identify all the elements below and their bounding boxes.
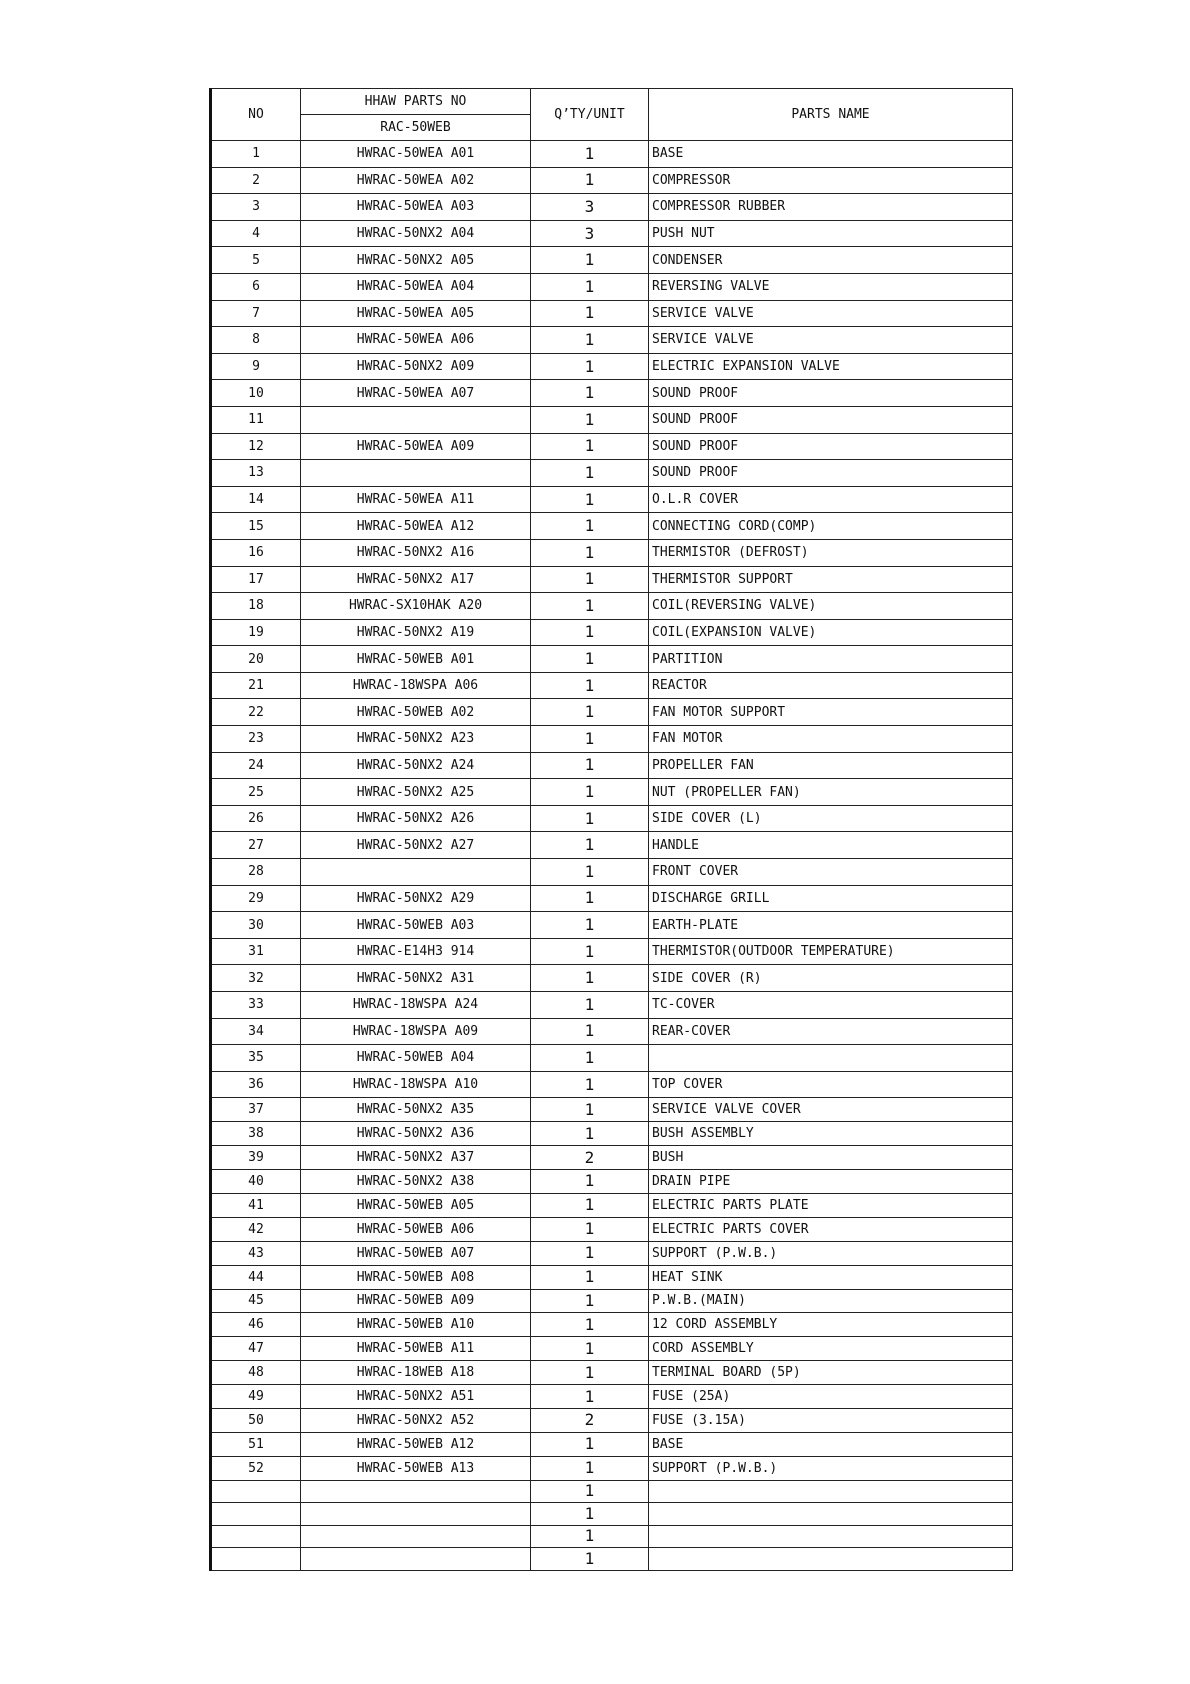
- row-no: 11: [211, 406, 301, 433]
- table-row: [211, 220, 1013, 247]
- row-no: 28: [211, 859, 301, 886]
- row-qty: 1: [531, 1193, 649, 1217]
- row-part-name: PROPELLER FAN: [649, 752, 1013, 779]
- table-row: [211, 380, 1013, 407]
- row-part-code: HWRAC-50NX2 A19: [301, 619, 531, 646]
- row-qty: 1: [531, 1548, 649, 1571]
- row-qty: 1: [531, 406, 649, 433]
- row-no: 1: [211, 141, 301, 168]
- row-no: 46: [211, 1313, 301, 1337]
- table-row: [211, 1385, 1013, 1409]
- row-part-code: HWRAC-50NX2 A04: [301, 220, 531, 247]
- row-no: 29: [211, 885, 301, 912]
- header-no: NO: [211, 89, 301, 141]
- row-part-code: HWRAC-50NX2 A37: [301, 1146, 531, 1170]
- row-part-name: REACTOR: [649, 672, 1013, 699]
- row-qty: 1: [531, 513, 649, 540]
- row-no: 18: [211, 593, 301, 620]
- row-part-code: HWRAC-50WEA A01: [301, 141, 531, 168]
- row-part-name: [649, 1525, 1013, 1548]
- row-qty: 1: [531, 167, 649, 194]
- row-qty: 1: [531, 1313, 649, 1337]
- row-qty: 1: [531, 779, 649, 806]
- row-no: 49: [211, 1385, 301, 1409]
- table-row: [211, 1170, 1013, 1194]
- row-part-name: CONNECTING CORD(COMP): [649, 513, 1013, 540]
- row-part-name: [649, 1548, 1013, 1571]
- table-row: [211, 938, 1013, 965]
- row-qty: 1: [531, 300, 649, 327]
- table-row: [211, 1432, 1013, 1456]
- row-part-code: [301, 1548, 531, 1571]
- row-part-code: HWRAC-50NX2 A16: [301, 539, 531, 566]
- row-part-code: HWRAC-50WEB A06: [301, 1217, 531, 1241]
- row-qty: 1: [531, 726, 649, 753]
- row-part-name: COIL(EXPANSION VALVE): [649, 619, 1013, 646]
- table-row: [211, 1018, 1013, 1045]
- row-no: 43: [211, 1241, 301, 1265]
- table-row: [211, 859, 1013, 886]
- row-no: 8: [211, 327, 301, 354]
- row-part-code: HWRAC-50WEB A12: [301, 1432, 531, 1456]
- row-part-code: HWRAC-50WEA A02: [301, 167, 531, 194]
- row-part-name: THERMISTOR(OUTDOOR TEMPERATURE): [649, 938, 1013, 965]
- row-qty: 1: [531, 486, 649, 513]
- row-qty: 3: [531, 220, 649, 247]
- table-row: [211, 885, 1013, 912]
- row-part-name: THERMISTOR (DEFROST): [649, 539, 1013, 566]
- table-row: [211, 141, 1013, 168]
- table-row: [211, 194, 1013, 221]
- row-part-name: SOUND PROOF: [649, 460, 1013, 487]
- row-qty: 1: [531, 1361, 649, 1385]
- row-no: 24: [211, 752, 301, 779]
- row-qty: 1: [531, 1045, 649, 1072]
- row-part-name: FAN MOTOR: [649, 726, 1013, 753]
- row-part-code: HWRAC-E14H3 914: [301, 938, 531, 965]
- table-row: [211, 1503, 1013, 1526]
- row-part-code: HWRAC-50WEA A06: [301, 327, 531, 354]
- row-part-name: [649, 1045, 1013, 1072]
- row-no: 36: [211, 1071, 301, 1098]
- row-part-code: HWRAC-50WEB A11: [301, 1337, 531, 1361]
- row-part-name: PUSH NUT: [649, 220, 1013, 247]
- row-part-code: HWRAC-50WEB A01: [301, 646, 531, 673]
- row-qty: 1: [531, 752, 649, 779]
- row-qty: 1: [531, 938, 649, 965]
- row-part-code: HWRAC-50NX2 A52: [301, 1408, 531, 1432]
- row-part-name: [649, 1503, 1013, 1526]
- table-row: [211, 1289, 1013, 1313]
- row-qty: 1: [531, 433, 649, 460]
- row-qty: 1: [531, 247, 649, 274]
- row-part-name: 12 CORD ASSEMBLY: [649, 1313, 1013, 1337]
- row-part-code: HWRAC-50NX2 A05: [301, 247, 531, 274]
- row-part-code: HWRAC-50NX2 A24: [301, 752, 531, 779]
- table-row: [211, 566, 1013, 593]
- row-part-code: HWRAC-50WEA A11: [301, 486, 531, 513]
- table-row: [211, 726, 1013, 753]
- row-no: 42: [211, 1217, 301, 1241]
- row-part-name: BUSH: [649, 1146, 1013, 1170]
- row-part-name: THERMISTOR SUPPORT: [649, 566, 1013, 593]
- row-qty: 1: [531, 885, 649, 912]
- row-no: 50: [211, 1408, 301, 1432]
- row-part-code: HWRAC-18WSPA A10: [301, 1071, 531, 1098]
- row-qty: 1: [531, 566, 649, 593]
- row-part-code: HWRAC-50WEA A03: [301, 194, 531, 221]
- row-part-name: O.L.R COVER: [649, 486, 1013, 513]
- row-no: 30: [211, 912, 301, 939]
- row-qty: 1: [531, 1018, 649, 1045]
- table-row: [211, 1408, 1013, 1432]
- table-row: [211, 965, 1013, 992]
- row-part-code: HWRAC-50NX2 A26: [301, 805, 531, 832]
- table-row: [211, 779, 1013, 806]
- row-part-code: HWRAC-50NX2 A17: [301, 566, 531, 593]
- row-part-name: ELECTRIC EXPANSION VALVE: [649, 353, 1013, 380]
- header-qty: Q’TY/UNIT: [531, 89, 649, 141]
- row-no: [211, 1548, 301, 1571]
- row-part-name: FUSE (25A): [649, 1385, 1013, 1409]
- row-no: 6: [211, 273, 301, 300]
- row-qty: 1: [531, 593, 649, 620]
- row-qty: 1: [531, 1241, 649, 1265]
- row-part-code: HWRAC-18WSPA A06: [301, 672, 531, 699]
- row-no: 45: [211, 1289, 301, 1313]
- row-part-name: [649, 1480, 1013, 1503]
- row-qty: 1: [531, 912, 649, 939]
- row-qty: 1: [531, 1432, 649, 1456]
- header-row: [211, 89, 1013, 115]
- row-part-code: HWRAC-50WEB A09: [301, 1289, 531, 1313]
- row-part-name: CONDENSER: [649, 247, 1013, 274]
- row-qty: 1: [531, 859, 649, 886]
- row-no: 10: [211, 380, 301, 407]
- table-row: [211, 1098, 1013, 1122]
- row-part-name: SOUND PROOF: [649, 406, 1013, 433]
- row-no: 9: [211, 353, 301, 380]
- table-row: [211, 1337, 1013, 1361]
- row-qty: 1: [531, 380, 649, 407]
- row-no: 34: [211, 1018, 301, 1045]
- row-qty: 1: [531, 1217, 649, 1241]
- row-qty: 1: [531, 1122, 649, 1146]
- row-part-code: HWRAC-50NX2 A31: [301, 965, 531, 992]
- row-qty: 1: [531, 1071, 649, 1098]
- row-no: 14: [211, 486, 301, 513]
- row-qty: 1: [531, 619, 649, 646]
- row-qty: 1: [531, 992, 649, 1019]
- row-qty: 2: [531, 1146, 649, 1170]
- row-no: 51: [211, 1432, 301, 1456]
- row-part-name: SIDE COVER (R): [649, 965, 1013, 992]
- row-part-name: FUSE (3.15A): [649, 1408, 1013, 1432]
- parts-list-table: [209, 88, 1013, 1571]
- row-part-code: HWRAC-50NX2 A38: [301, 1170, 531, 1194]
- row-part-code: HWRAC-50NX2 A29: [301, 885, 531, 912]
- row-qty: 1: [531, 539, 649, 566]
- row-part-code: [301, 1525, 531, 1548]
- row-qty: 1: [531, 1098, 649, 1122]
- row-qty: 1: [531, 1337, 649, 1361]
- row-part-code: HWRAC-50WEB A04: [301, 1045, 531, 1072]
- row-no: 48: [211, 1361, 301, 1385]
- row-qty: 1: [531, 1170, 649, 1194]
- row-qty: 1: [531, 273, 649, 300]
- row-part-code: HWRAC-50WEB A05: [301, 1193, 531, 1217]
- row-no: 52: [211, 1456, 301, 1480]
- row-part-code: HWRAC-50NX2 A27: [301, 832, 531, 859]
- table-row: [211, 1045, 1013, 1072]
- row-part-name: DRAIN PIPE: [649, 1170, 1013, 1194]
- row-part-name: TOP COVER: [649, 1071, 1013, 1098]
- table-row: [211, 699, 1013, 726]
- row-part-name: ELECTRIC PARTS PLATE: [649, 1193, 1013, 1217]
- header-model: RAC-50WEB: [301, 115, 531, 141]
- row-no: 40: [211, 1170, 301, 1194]
- table-row: [211, 460, 1013, 487]
- row-no: 26: [211, 805, 301, 832]
- row-part-code: HWRAC-50NX2 A35: [301, 1098, 531, 1122]
- row-part-name: TC-COVER: [649, 992, 1013, 1019]
- parts-list-sheet: [209, 88, 1011, 1571]
- row-part-code: HWRAC-50NX2 A51: [301, 1385, 531, 1409]
- row-part-name: P.W.B.(MAIN): [649, 1289, 1013, 1313]
- row-no: 3: [211, 194, 301, 221]
- row-qty: 1: [531, 327, 649, 354]
- table-row: [211, 1361, 1013, 1385]
- row-part-name: COMPRESSOR RUBBER: [649, 194, 1013, 221]
- row-part-name: HEAT SINK: [649, 1265, 1013, 1289]
- table-row: [211, 406, 1013, 433]
- table-row: [211, 646, 1013, 673]
- table-row: [211, 167, 1013, 194]
- row-qty: 1: [531, 460, 649, 487]
- row-part-code: HWRAC-50NX2 A36: [301, 1122, 531, 1146]
- row-no: 4: [211, 220, 301, 247]
- row-part-code: HWRAC-50WEA A04: [301, 273, 531, 300]
- row-no: 19: [211, 619, 301, 646]
- table-row: [211, 1217, 1013, 1241]
- table-row: [211, 1525, 1013, 1548]
- table-row: [211, 513, 1013, 540]
- row-qty: 3: [531, 194, 649, 221]
- row-no: [211, 1503, 301, 1526]
- row-no: 7: [211, 300, 301, 327]
- table-row: [211, 300, 1013, 327]
- table-row: [211, 433, 1013, 460]
- row-no: 38: [211, 1122, 301, 1146]
- table-row: [211, 1456, 1013, 1480]
- row-part-code: [301, 859, 531, 886]
- row-part-code: [301, 460, 531, 487]
- row-part-name: SERVICE VALVE: [649, 300, 1013, 327]
- row-part-name: TERMINAL BOARD (5P): [649, 1361, 1013, 1385]
- row-part-name: SUPPORT (P.W.B.): [649, 1241, 1013, 1265]
- row-part-name: BUSH ASSEMBLY: [649, 1122, 1013, 1146]
- table-row: [211, 1122, 1013, 1146]
- row-no: 44: [211, 1265, 301, 1289]
- row-part-name: REAR-COVER: [649, 1018, 1013, 1045]
- row-part-name: DISCHARGE GRILL: [649, 885, 1013, 912]
- row-part-name: FRONT COVER: [649, 859, 1013, 886]
- row-no: 35: [211, 1045, 301, 1072]
- row-part-name: SOUND PROOF: [649, 433, 1013, 460]
- table-row: [211, 752, 1013, 779]
- table-row: [211, 327, 1013, 354]
- row-part-name: BASE: [649, 1432, 1013, 1456]
- table-row: [211, 1313, 1013, 1337]
- row-qty: 1: [531, 1480, 649, 1503]
- row-part-code: HWRAC-50WEA A07: [301, 380, 531, 407]
- table-row: [211, 593, 1013, 620]
- table-row: [211, 353, 1013, 380]
- row-part-name: FAN MOTOR SUPPORT: [649, 699, 1013, 726]
- row-no: 17: [211, 566, 301, 593]
- row-qty: 1: [531, 1503, 649, 1526]
- row-qty: 1: [531, 353, 649, 380]
- row-part-code: HWRAC-50WEB A02: [301, 699, 531, 726]
- row-no: 32: [211, 965, 301, 992]
- table-row: [211, 1146, 1013, 1170]
- row-qty: 1: [531, 699, 649, 726]
- row-part-name: NUT (PROPELLER FAN): [649, 779, 1013, 806]
- row-part-name: SUPPORT (P.W.B.): [649, 1456, 1013, 1480]
- table-row: [211, 912, 1013, 939]
- table-row: [211, 1265, 1013, 1289]
- row-no: 5: [211, 247, 301, 274]
- row-no: 15: [211, 513, 301, 540]
- row-part-name: SOUND PROOF: [649, 380, 1013, 407]
- table-row: [211, 247, 1013, 274]
- row-part-name: SIDE COVER (L): [649, 805, 1013, 832]
- row-part-name: HANDLE: [649, 832, 1013, 859]
- row-no: 2: [211, 167, 301, 194]
- row-part-name: ELECTRIC PARTS COVER: [649, 1217, 1013, 1241]
- table-row: [211, 1548, 1013, 1571]
- row-part-name: EARTH-PLATE: [649, 912, 1013, 939]
- row-no: 39: [211, 1146, 301, 1170]
- table-row: [211, 832, 1013, 859]
- row-part-code: [301, 1503, 531, 1526]
- row-part-code: HWRAC-18WSPA A09: [301, 1018, 531, 1045]
- row-part-code: [301, 406, 531, 433]
- row-no: 31: [211, 938, 301, 965]
- row-qty: 1: [531, 805, 649, 832]
- row-part-name: SERVICE VALVE: [649, 327, 1013, 354]
- row-no: 12: [211, 433, 301, 460]
- row-no: [211, 1480, 301, 1503]
- row-no: 37: [211, 1098, 301, 1122]
- row-no: 41: [211, 1193, 301, 1217]
- table-row: [211, 539, 1013, 566]
- row-part-code: [301, 1480, 531, 1503]
- table-row: [211, 1071, 1013, 1098]
- row-part-code: HWRAC-50WEB A08: [301, 1265, 531, 1289]
- row-no: 33: [211, 992, 301, 1019]
- row-qty: 1: [531, 1385, 649, 1409]
- row-part-code: HWRAC-50WEA A05: [301, 300, 531, 327]
- row-no: 13: [211, 460, 301, 487]
- row-part-code: HWRAC-50WEA A12: [301, 513, 531, 540]
- row-part-name: COMPRESSOR: [649, 167, 1013, 194]
- row-qty: 1: [531, 965, 649, 992]
- row-qty: 1: [531, 1525, 649, 1548]
- row-part-name: CORD ASSEMBLY: [649, 1337, 1013, 1361]
- row-part-code: HWRAC-50WEA A09: [301, 433, 531, 460]
- row-part-name: BASE: [649, 141, 1013, 168]
- row-part-name: SERVICE VALVE COVER: [649, 1098, 1013, 1122]
- row-part-code: HWRAC-18WSPA A24: [301, 992, 531, 1019]
- row-part-code: HWRAC-50NX2 A09: [301, 353, 531, 380]
- row-no: 20: [211, 646, 301, 673]
- row-part-code: HWRAC-SX10HAK A20: [301, 593, 531, 620]
- header-parts-no: HHAW PARTS NO: [301, 89, 531, 115]
- row-qty: 1: [531, 672, 649, 699]
- table-row: [211, 672, 1013, 699]
- row-qty: 1: [531, 832, 649, 859]
- table-row: [211, 1193, 1013, 1217]
- row-part-name: REVERSING VALVE: [649, 273, 1013, 300]
- table-row: [211, 1480, 1013, 1503]
- row-part-code: HWRAC-50WEB A13: [301, 1456, 531, 1480]
- row-part-code: HWRAC-50NX2 A25: [301, 779, 531, 806]
- row-no: 27: [211, 832, 301, 859]
- row-qty: 2: [531, 1408, 649, 1432]
- table-row: [211, 992, 1013, 1019]
- row-no: 47: [211, 1337, 301, 1361]
- row-part-code: HWRAC-18WEB A18: [301, 1361, 531, 1385]
- row-part-code: HWRAC-50WEB A03: [301, 912, 531, 939]
- row-qty: 1: [531, 646, 649, 673]
- table-row: [211, 486, 1013, 513]
- row-qty: 1: [531, 1289, 649, 1313]
- row-no: 22: [211, 699, 301, 726]
- table-row: [211, 619, 1013, 646]
- row-part-code: HWRAC-50WEB A10: [301, 1313, 531, 1337]
- table-row: [211, 805, 1013, 832]
- table-row: [211, 273, 1013, 300]
- row-qty: 1: [531, 141, 649, 168]
- row-qty: 1: [531, 1265, 649, 1289]
- row-part-name: COIL(REVERSING VALVE): [649, 593, 1013, 620]
- row-no: [211, 1525, 301, 1548]
- row-qty: 1: [531, 1456, 649, 1480]
- row-no: 16: [211, 539, 301, 566]
- table-row: [211, 1241, 1013, 1265]
- row-part-name: PARTITION: [649, 646, 1013, 673]
- row-part-code: HWRAC-50NX2 A23: [301, 726, 531, 753]
- row-no: 25: [211, 779, 301, 806]
- header-parts-name: PARTS NAME: [649, 89, 1013, 141]
- row-no: 21: [211, 672, 301, 699]
- row-part-code: HWRAC-50WEB A07: [301, 1241, 531, 1265]
- row-no: 23: [211, 726, 301, 753]
